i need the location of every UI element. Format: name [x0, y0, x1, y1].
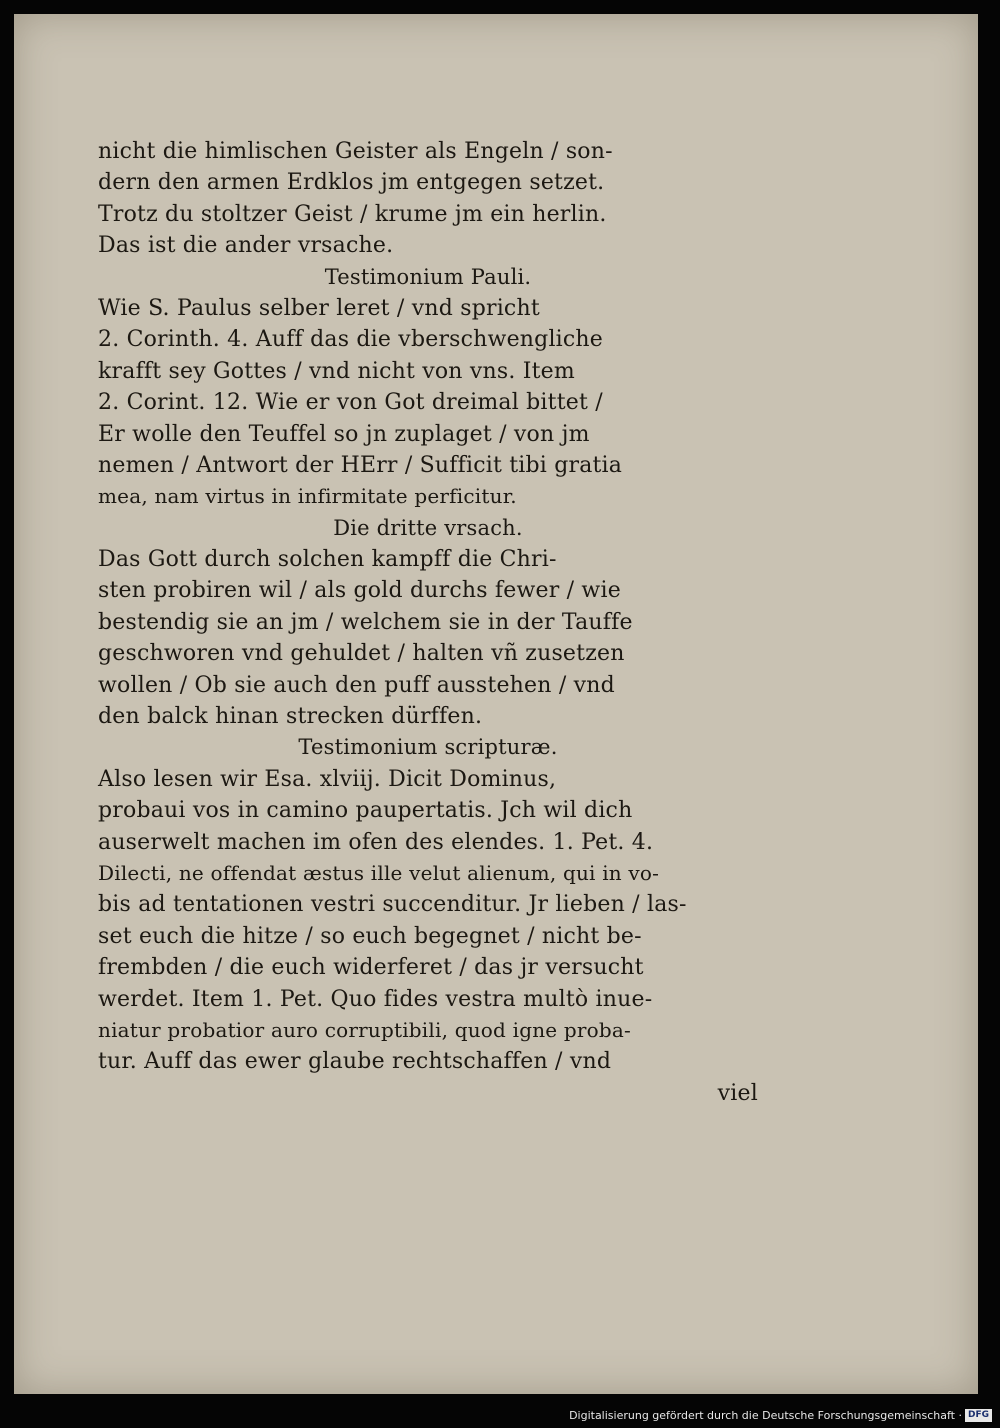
- page-text: [98, 136, 758, 1109]
- dfg-logo: DFG: [965, 1409, 992, 1422]
- text-line: frembden / die euch widerferet / das jr versucht: [98, 955, 644, 981]
- text-line: Wie S. Paulus selber leret / vnd spricht: [98, 295, 540, 321]
- digitization-credit: [569, 1409, 992, 1422]
- text-line: Dilecti, ne offendat æstus ille velut alienum, qui in vo-: [98, 860, 660, 885]
- text-line: Das Gott durch solchen kampff die Chri-: [98, 547, 557, 573]
- section-heading: Testimonium Pauli.: [324, 264, 532, 289]
- text-line: nicht die himlischen Geister als Engeln / son-: [98, 139, 613, 164]
- text-line: mea, nam virtus in infirmitate perficitur.: [98, 484, 517, 509]
- text-line: Trotz du stoltzer Geist / krume jm ein herlin.: [98, 201, 607, 227]
- text-line: krafft sey Gottes / vnd nicht von vns. Item: [98, 358, 575, 384]
- text-line: sten probiren wil / als gold durchs fewer / wie: [98, 578, 621, 604]
- text-line: Das ist die ander vrsache.: [98, 233, 394, 259]
- section-heading: Testimonium scripturæ.: [298, 735, 558, 760]
- text-line: werdet. Item 1. Pet. Quo fides vestra multò inue-: [98, 986, 653, 1012]
- text-line: set euch die hitze / so euch begegnet / nicht be-: [98, 923, 642, 949]
- text-line: den balck hinan strecken dürffen.: [98, 704, 483, 730]
- text-line: wollen / Ob sie auch den puff ausstehen / vnd: [98, 672, 615, 698]
- text-line: nemen / Antwort der HErr / Sufficit tibi gratia: [98, 452, 623, 478]
- text-line: tur. Auff das ewer glaube rechtschaffen / vnd: [98, 1049, 612, 1075]
- credit-text: Digitalisierung gefördert durch die Deutsche Forschungsgemeinschaft ·: [569, 1409, 962, 1422]
- text-line: geschworen vnd gehuldet / halten vñ zusetzen: [98, 641, 625, 667]
- text-line: bis ad tentationen vestri succenditur. Jr lieben / las-: [98, 892, 687, 918]
- text-line: dern den armen Erdklos jm entgegen setzet.: [98, 170, 605, 196]
- text-line: auserwelt machen im ofen des elendes. 1. Pet. 4.: [98, 829, 654, 855]
- text-line: 2. Corint. 12. Wie er von Got dreimal bittet /: [98, 390, 603, 416]
- text-line: bestendig sie an jm / welchem sie in der Tauffe: [98, 609, 633, 635]
- text-line: niatur probatior auro corruptibili, quod igne proba-: [98, 1017, 631, 1042]
- text-line: viel: [717, 1080, 758, 1106]
- text-line: Er wolle den Teuffel so jn zuplaget / von jm: [98, 421, 590, 447]
- text-line: Also lesen wir Esa. xlviij. Dicit Dominus,: [98, 766, 557, 792]
- scanned-page: [14, 14, 978, 1394]
- text-line: probaui vos in camino paupertatis. Jch wil dich: [98, 798, 633, 824]
- text-line: 2. Corinth. 4. Auff das die vberschwengliche: [98, 327, 604, 353]
- section-heading: Die dritte vrsach.: [333, 515, 523, 540]
